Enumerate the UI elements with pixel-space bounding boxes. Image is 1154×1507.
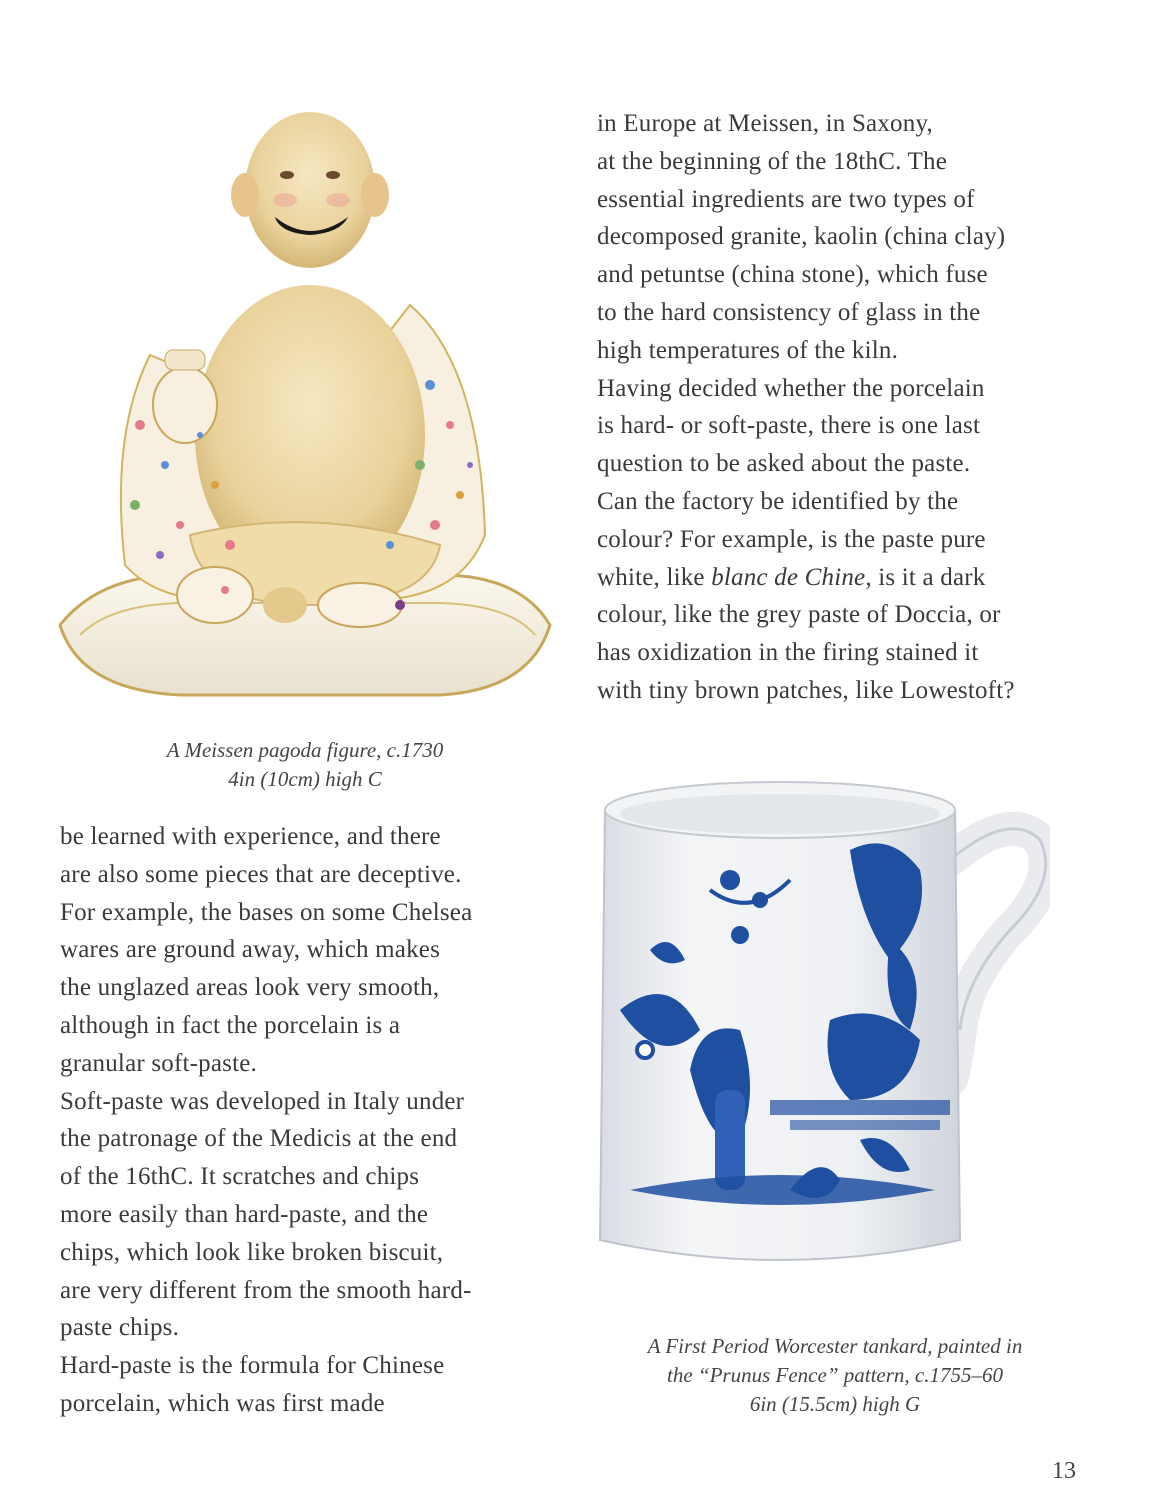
paragraph-line: with tiny brown patches, like Lowestoft? <box>597 676 1015 704</box>
worcester-caption-line-1: A First Period Worcester tankard, painted in <box>647 1334 1023 1358</box>
paragraph-line: high temperatures of the kiln. <box>597 336 899 364</box>
right-text-column <box>597 105 1117 710</box>
paragraph-line: question to be asked about the paste. <box>597 450 971 478</box>
paragraph-line: and petuntse (china stone), which fuse <box>597 261 988 289</box>
paragraph-line: are also some pieces that are deceptive. <box>60 860 462 888</box>
meissen-caption-line-1: A Meissen pagoda figure, c.1730 <box>166 738 444 762</box>
paragraph-line: Hard-paste is the formula for Chinese <box>60 1352 445 1380</box>
paragraph-line: the unglazed areas look very smooth, <box>60 974 440 1002</box>
worcester-caption <box>590 1332 1080 1419</box>
paragraph-line <box>597 559 1117 597</box>
left-text-column <box>60 818 560 1423</box>
paragraph-line: colour, like the grey paste of Doccia, or <box>597 601 1001 629</box>
paragraph-line: Soft-paste was developed in Italy under <box>60 1087 465 1115</box>
paragraph-line: Can the factory be identified by the <box>597 487 959 515</box>
paragraph-line: more easily than hard-paste, and the <box>60 1200 429 1228</box>
paragraph-line: paste chips. <box>60 1314 180 1342</box>
paragraph-line: Having decided whether the porcelain <box>597 374 985 402</box>
paragraph-line: granular soft-paste. <box>60 1049 257 1077</box>
line-text: white, like <box>597 563 712 591</box>
paragraph-line: chips, which look like broken biscuit, <box>60 1238 444 1266</box>
italic-term: blanc de Chine, <box>711 563 872 591</box>
paragraph-line: wares are ground away, which makes <box>60 936 441 964</box>
paragraph-line: although in fact the porcelain is a <box>60 1011 401 1039</box>
paragraph-line: are very different from the smooth hard- <box>60 1276 472 1304</box>
paragraph-line: to the hard consistency of glass in the <box>597 298 981 326</box>
paragraph-line: be learned with experience, and there <box>60 823 441 850</box>
meissen-pagoda-figure-image <box>40 105 570 710</box>
paragraph-line: essential ingredients are two types of <box>597 185 975 213</box>
worcester-caption-line-2: the “Prunus Fence” pattern, c.1755–60 <box>667 1363 1003 1387</box>
paragraph-line: of the 16thC. It scratches and chips <box>60 1163 420 1191</box>
line-text: is it a dark <box>871 563 986 591</box>
meissen-caption-line-2: 4in (10cm) high C <box>228 767 382 791</box>
paragraph-line: decomposed granite, kaolin (china clay) <box>597 223 1006 251</box>
paragraph-line: is hard- or soft-paste, there is one last <box>597 412 981 440</box>
meissen-caption <box>60 736 550 794</box>
paragraph-line: porcelain, which was first made <box>60 1389 385 1417</box>
paragraph-line: For example, the bases on some Chelsea <box>60 898 473 926</box>
paragraph-line: in Europe at Meissen, in Saxony, <box>597 110 933 137</box>
paragraph-line: colour? For example, is the paste pure <box>597 525 986 553</box>
worcester-tankard-image <box>590 770 1050 1310</box>
paragraph-line: at the beginning of the 18thC. The <box>597 147 948 175</box>
worcester-caption-line-3: 6in (15.5cm) high G <box>749 1392 921 1416</box>
paragraph-line: the patronage of the Medicis at the end <box>60 1125 458 1153</box>
paragraph-line: has oxidization in the firing stained it <box>597 639 979 667</box>
page-number: 13 <box>1052 1458 1076 1484</box>
